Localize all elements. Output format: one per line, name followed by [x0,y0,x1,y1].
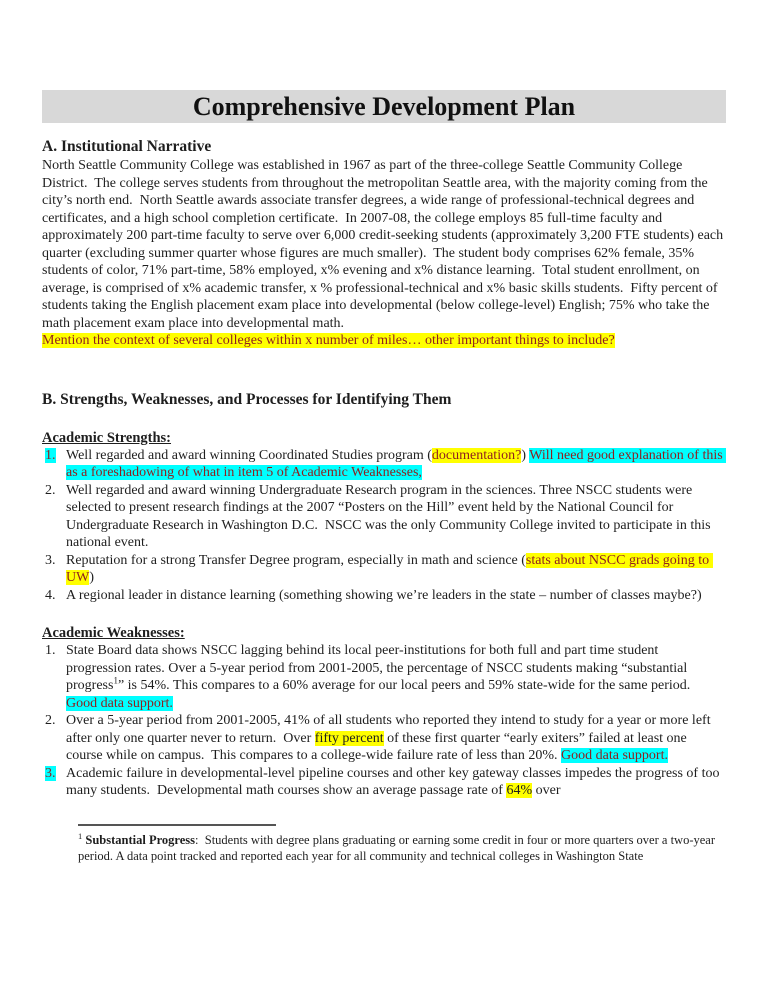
text-segment: ) [89,570,94,585]
footnote-text: : Students with degree plans graduating or earning some credit in four or more quarters over a two-year period. A data point tracked and reported each year for all community and technical colleges in Washington State [78,832,719,863]
list-item [42,587,726,605]
text-segment: 64% [506,783,533,798]
text-segment: ) [521,447,530,463]
text-segment: Reputation for a strong Transfer Degree program, especially in math and science ( [66,552,526,568]
list-item-number [42,712,66,765]
text-segment: 2. [45,713,56,728]
weaknesses-heading: Academic Weaknesses: [42,625,185,641]
list-item-number [42,642,66,712]
section-b-heading: B. Strengths, Weaknesses, and Processes for Identifying Them [42,390,452,408]
list-item-number [42,447,66,482]
list-item-number [42,482,66,552]
text-segment: over [532,783,561,798]
list-item [42,642,726,712]
text-segment: Academic failure in developmental-level pipeline courses and other key gateway classes impedes the progress of too many students. Developmental math courses show an average passage rate of [66,765,723,798]
text-segment: 2. [45,482,56,498]
text-segment: Good data support. [561,748,668,763]
text-segment: Good data support. [66,695,173,711]
list-item-content [66,712,726,765]
list-item [42,712,726,765]
list-item [42,552,726,587]
footnote-separator [78,824,276,826]
text-segment: stats about NSCC grads going to UW [66,552,713,585]
footnote-marker: 1 [78,830,83,841]
list-item-content [66,765,726,800]
text-segment: of these first quarter “early exiters” failed at least one course while on campus. This compares to a college-wide failure rate of less than 20%. [66,730,691,763]
text-segment: fifty percent [314,730,384,746]
footnote [78,832,723,864]
list-item-content [66,642,726,712]
section-a-heading: A. Institutional Narrative [42,138,212,155]
text-segment: 3. [45,765,56,781]
narrative-paragraph: North Seattle Community College was established in 1967 as part of the three-college Seattle Community College District. The college serves students from throughout the metropolitan Seattle area, with the majority coming from the city’s north end. North Seattle awards associate transfer degrees, a wide range of professional-technical degrees and certificates, and a high school completion certificate. In 2007-08, the college employs 85 full-time faculty and approximately 200 part-time faculty to serve over 6,000 credit-seeking students (approximately 3,200 FTE students) each quarter (excluding summer quarter whose figures are much smaller). The student body comprises 62% female, 35% students of color, 71% part-time, 58% employed, x% evening and x% distance learning. Total student enrollment, on average, is comprised of x% academic transfer, x % professional-technical and x% basic skills students. Fifty percent of students taking the English placement exam place into developmental (below college-level) English; 75% who take the math placement exam place into developmental math. [42,158,727,331]
list-item-number [42,587,66,605]
list-item-content [66,447,726,482]
text-segment: 1. [45,643,56,658]
strengths-heading: Academic Strengths: [42,429,172,446]
annotation-note: Mention the context of several colleges within x number of miles… other important things to include? [42,333,615,348]
list-item [42,447,726,482]
weaknesses-list [42,642,726,800]
list-item-content [66,587,726,605]
text-segment: Well regarded and award winning Undergraduate Research program in the sciences. Three NSCC students were selected to present research findings at the 2007 “Posters on the Hill” event held by the National Council for Undergraduate Research in Washington D.C. NSCC was the only Community College invited to participate in this national event. [66,482,715,550]
text-segment: 1 [113,675,118,686]
strengths-list [42,447,726,605]
list-item-number [42,765,66,800]
text-segment: 1. [45,447,56,463]
list-item [42,482,726,552]
text-segment: State Board data shows NSCC lagging behind its local peer-institutions for both full and part time student progression rates. Over a 5-year period from 2001-2005, the percentage of NSCC students making “substantial progress [66,643,691,693]
footnote-term: Substantial Progress [85,832,196,847]
text-segment: Will need good explanation of this as a foreshadowing of what in item 5 of Academic Weaknesses, [66,447,727,480]
text-segment: 3. [45,552,56,568]
annotation-note-line [42,332,726,350]
list-item [42,765,726,800]
text-segment: A regional leader in distance learning (something showing we’re leaders in the state – number of classes maybe?) [66,587,702,603]
text-segment: Over a 5-year period from 2001-2005, 41% of all students who reported they intend to study for a year or more left after only one quarter never to return. Over [66,713,715,746]
text-segment: ” is 54%. This compares to a 60% average for our local peers and 59% state-wide for the same period. [117,678,698,693]
document-title-bar [42,90,726,123]
list-item-content [66,552,726,587]
text-segment: 4. [45,587,56,603]
list-item-number [42,552,66,587]
text-segment: Well regarded and award winning Coordinated Studies program ( [66,447,432,463]
text-segment: documentation? [431,447,522,463]
document-title: Comprehensive Development Plan [192,92,576,121]
list-item-content [66,482,726,552]
